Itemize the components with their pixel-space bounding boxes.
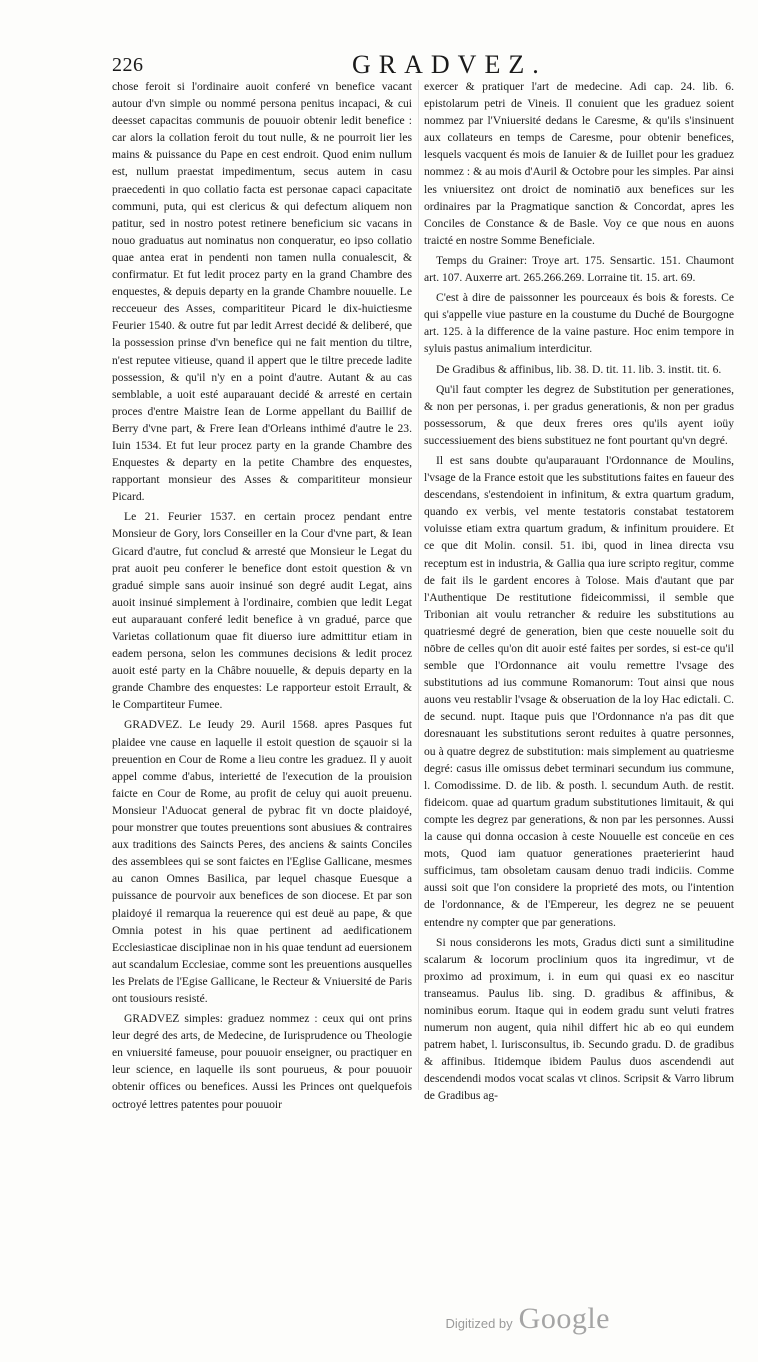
paragraph: C'est à dire de paissonner les pourceaux és bois & forests. Ce qui s'appelle viue pasture en la coustume du Duché de Bourgogne art. 125. à la difference de la vaine pasture. Hoc enim tempore in syluis pastus animalium interdicitur. [424, 291, 734, 356]
right-column [424, 78, 734, 1108]
paragraph: De Gradibus & affinibus, lib. 38. D. tit. 11. lib. 3. instit. tit. 6. [436, 362, 722, 376]
left-column [112, 78, 412, 1116]
paragraph: GRADVEZ. Le Ieudy 29. Auril 1568. apres Pasques fut plaidee vne cause en laquelle il estoit question de sçauoir si la preuention en Cour de Rome a lieu contre les graduez. Il y auoit appel comme d'abus, interietté de l'execution de la prouision faicte en Cour de Rome, au profit de celuy qui auoit preuenu. Monsieur l'Aduocat general de pybrac fit vn docte plaidoyé, pour monstrer que toutes preuentions sont abusiues & contraires aux traditions des Saincts Peres, des anciens & saints Conciles des assemblees qui se sont faictes en l'Eglise Gallicane, mesmes au canon Omnes Basilica, par lequel chasque Euesque a puissance de pourvoir aux benefices de son diocese. Et par son plaidoyé il remarqua la reuerence qui est deuë au pape, & que Omnia potest in his quae pertinent ad aedificationem Ecclesiasticae disciplinae non in his quae tendunt ad euersionem aut scandalum Ecclesiae, comme sont les preuentions ausquelles les Prelats de l'Egise Gallicane, le Recteur & Vniuersité de Paris ont tousiours resisté. [112, 718, 412, 1005]
paragraph: Qu'il faut compter les degrez de Substitution per generationes, & non per personas, i. per gradus generationis, & non per gradus possessorum, & que deux freres ores qu'ils ayent ioüy successiuement des biens substituez ne font pourtant qu'vn degré. [424, 382, 734, 447]
page-number: 226 [112, 54, 144, 76]
paragraph: chose feroit si l'ordinaire auoit conferé vn benefice vacant autour d'vn simple ou nommé persona penitus incapaci, & cui deesset capacitas communis de pouuoir obtenir ledit benefice : car alors la collation feroit du tout nulle, & ne pourroit lier les mains & puissance du Pape en cest endroit. Quod enim nullum est, nullum praestat impedimentum, secus autem in casu praecedenti in quo collatio facta est personae capaci capacitate communi, puta, qui est clericus & qui defectum aliquem non patitur, sed in nostro potest retinere beneficium sic vacans in nouo graduatus aut nominatus non conqueratur, eo ipso collatio quae antea erat in pendenti non tamen nulla conualescit, & confirmatur. Et fut ledit procez party en la grand Chambre des enquestes, & depuis departy en la grande Chambre nouuelle. Le recceueur des Asses, comparititeur Picard le dix-huictiesme Feurier 1540. & outre fut par ledit Arrest decidé & deliberé, que la possession prinse d'vn benefice qui ne fait mention du tiltre, n'est reputee vitieuse, quand il appert que le tiltre precede ladite possession, & qu'il n'y en a point d'autre. Autant & au cas semblable, a uoit esté auparauant decidé & arresté en certain proces d'entre Maistre Iean de Lorme appellant du Baillif de Berry d'vne part, & Frere Iean d'Orleans inthimé d'autre le 23. Iuin 1534. Et fut leur procez party en la grande Chambre des Enquestes & departy en la petite Chambre des enquestes, rapportant monsieur des Asses & comparititeur monsieur Picard. [112, 80, 412, 504]
paragraph: exercer & pratiquer l'art de medecine. Adi cap. 24. lib. 6. epistolarum petri de Vineis. Il conuient que les graduez soient nommez par l'Vniuersité dedans le Caresme, & qu'ils s'insinuent aux collateurs en temps de Caresme, pour obtenir benefices, lesquels vacquent és mois de Ianuier & de Iuillet pour les graduez nommez : & au mois d'Auril & Octobre pour les simples. Par ainsi les vniuersitez ont droict de nominatiō aux benefices sur les ordinaires par la Pragmatique sanction & Concordat, apres les Conciles de Constance & de Basle. Voy ce que nous en auons traicté en nostre Somme Beneficiale. [424, 80, 734, 247]
paragraph: Il est sans doubte qu'auparauant l'Ordonnance de Moulins, l'vsage de la France estoit que les substitutions faites en faueur des descendans, s'estendoient in infinitum, & extra quartum gradum, quando ex verbis, vel mente testatoris constabat testatorem voluisse etiam extra quartum gradum, & infinitum prouidere. Et ce que dit Molin. consil. 51. ibi, quod in linea directa vsu receptum est in industria, & Gallia qua iure scripto regitur, comme de fait ils le gardent encores à Tolose. Mais d'autant que par l'Authentique De restitutione fideicommissi, il semble que Tribonian ait voulu retrancher & reduire les substitutions au quatriesmé degré de generation, bien que ceste nouuelle soit du nōbre de celles qu'on dit auoir esté faites per sordes, si est-ce qu'il semble que l'Ordonnance ait voulu remettre l'vsage des substitutions ad ius commune Romanorum: Tout ainsi que nous auons veu restablir l'vsage & obseruation de la loy Hac edictali. C. de secund. nupt. Itaque puis que l'Ordonnance n'a pas dit que doresnauant les substitutions seront reduites à quatre personnes, ou à quatre degrez de substitution: mais simplement au quatriesme degré: casus ille omissus debet terminari secundum ius commune, l. Comodissime. D. de lib. & posth. l. secundum Auth. de restit. fideicom. quae ad quartum gradum substitutiones limitauit, & qui compte les degrez par generations, & non par les personnes. Aussi la cause qui donna occasion à ceste Nouuelle est conceüe en ces mots, Quod iam quatuor generationes praeterierint haud sufficimus, tam obsoletam causam denuo tradi indiciis. Comme aussi soit que l'on considere la proprieté des mots, ou l'intention de l'ordonnance, & de l'Empereur, les degrez ne se peuuent entendre ny compter que par generations. [424, 453, 734, 929]
google-logo: Google [518, 1302, 610, 1335]
column-divider [418, 80, 419, 1090]
digitized-by-label: Digitized by [445, 1316, 513, 1331]
paragraph: Le 21. Feurier 1537. en certain procez pendant entre Monsieur de Gory, lors Conseiller en la Cour d'vne part, & Iean Gicard d'autre, fut conclud & arresté que Monsieur le Legat du prat auoit peu conferer le benefice dont estoit question & vn gradué simple sans auoir insinué son degré audit Legat, ains auoit insinué simplement à l'ordinaire, combien que ledit Legat eut auparauant conferé ledit benefice à vn gradué, parce que Varietas collationum quae fit diuerso iure admittitur etiam in eadem persona, selon les communes decisions & ledit procez auoit esté party en la Châbre nouuelle, & depuis departy en la grande Chambre des enquestes: Le rapporteur estoit Errault, & le Compartiteur Fumee. [112, 510, 412, 712]
running-head: GRADVEZ. [352, 50, 547, 79]
paragraph: Si nous considerons les mots, Gradus dicti sunt a similitudine scalarum & locorum proclinium quos ita ingredimur, vt de proximo ad proximum, i. in eum qui quasi ex eo nascitur transeamus. Paulus lib. sing. D. gradibus & affinibus, & nominibus eorum. Itaque qui in eodem gradu sunt veluti fratres numerum non augent, quia nihil differt hic ab eo qui eundem patrem habet, l. Iurisconsultus, ib. Secundo gradu. D. de gradibus & affinibus. Itidemque ibidem Paulus duos ascendendi aut descendendi modos vocat scalas vt clinos. Scripsit & Varro librum de Gradibus ag- [424, 935, 734, 1103]
paragraph: Temps du Grainer: Troye art. 175. Sensartic. 151. Chaumont art. 107. Auxerre art. 265.266.269. Lorraine tit. 15. art. 69. [424, 253, 734, 285]
digitized-watermark [445, 1302, 610, 1336]
paragraph: GRADVEZ simples: graduez nommez : ceux qui ont prins leur degré des arts, de Medecine, de Iurisprudence ou Theologie en vniuersité fameuse, pour pouuoir enseigner, ou practiquer en leur science, en laquelle ils sont pourueus, & pour pouuoir obtenir offices ou benefices. Aussi les Princes ont quelquefois octroyé lettres patentes pour pouuoir [112, 1012, 412, 1111]
